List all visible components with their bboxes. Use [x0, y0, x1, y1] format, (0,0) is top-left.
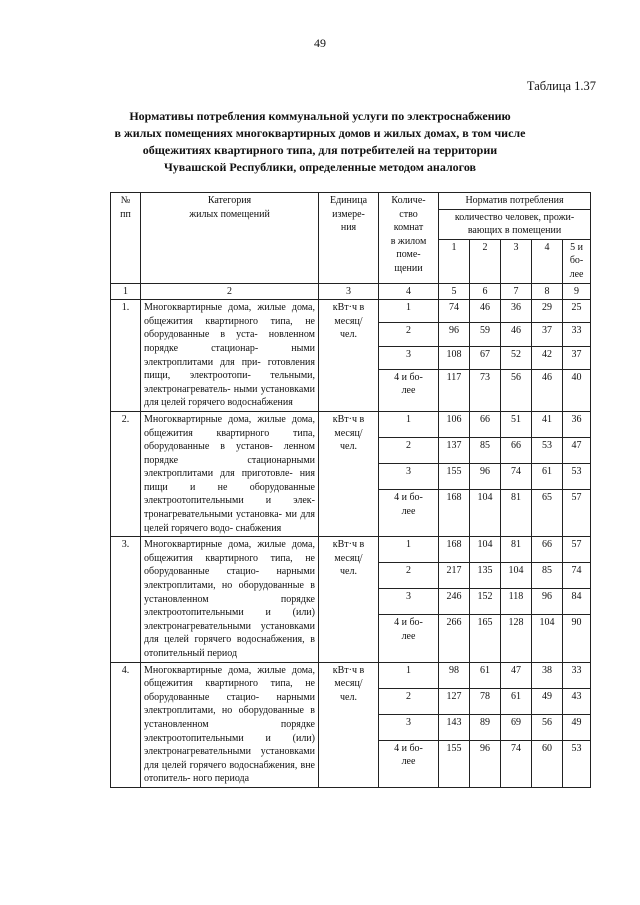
norm-value: 33	[563, 662, 591, 688]
header-line: вающих в помещении	[467, 225, 562, 237]
norm-value: 61	[532, 463, 563, 489]
norm-value: 266	[439, 615, 470, 662]
table-label: Таблица 1.37	[526, 79, 596, 93]
room-line: лее	[401, 505, 416, 517]
norm-value: 168	[439, 489, 470, 536]
room-line: лее	[401, 385, 416, 397]
room-count	[379, 615, 439, 662]
unit-line: месяц/	[334, 427, 363, 439]
norm-value: 46	[470, 300, 501, 323]
norm-value: 67	[470, 346, 501, 369]
page-number: 49	[314, 36, 326, 50]
title-line: Чувашской Республики, определенные методом аналогов	[163, 160, 477, 174]
header-category	[141, 193, 319, 284]
row-number: 2.	[111, 411, 141, 536]
row-unit	[319, 537, 379, 662]
table-row	[111, 411, 591, 437]
header-line: комнат	[393, 222, 424, 234]
header-persons-count: 3	[501, 239, 532, 283]
norm-value: 90	[563, 615, 591, 662]
room-line: 3	[406, 348, 411, 360]
norm-value: 56	[532, 714, 563, 740]
norm-value: 104	[470, 537, 501, 563]
norm-value: 135	[470, 563, 501, 589]
norm-value: 47	[501, 662, 532, 688]
unit-line: кВт·ч в	[332, 302, 365, 314]
header-line: поме-	[396, 249, 421, 261]
norm-value: 246	[439, 589, 470, 615]
header-persons	[439, 209, 591, 239]
header-line: ния	[340, 222, 357, 234]
column-number: 9	[563, 283, 591, 300]
norm-value: 25	[563, 300, 591, 323]
room-line: 2	[406, 439, 411, 451]
norm-value: 74	[501, 740, 532, 787]
norm-value: 96	[470, 463, 501, 489]
row-number: 1.	[111, 300, 141, 412]
norm-value: 104	[470, 489, 501, 536]
header-norm: Норматив потребления	[439, 193, 591, 210]
unit-line: кВт·ч в	[332, 664, 365, 676]
header-line: лее	[569, 268, 584, 280]
room-count	[379, 537, 439, 563]
norm-value: 96	[470, 740, 501, 787]
unit-line: чел.	[340, 329, 357, 341]
norm-value: 36	[563, 411, 591, 437]
unit-line: чел.	[340, 441, 357, 453]
unit-line: кВт·ч в	[332, 539, 365, 551]
norm-value: 66	[532, 537, 563, 563]
norm-value: 96	[439, 323, 470, 346]
norm-value: 42	[532, 346, 563, 369]
row-category: Многоквартирные дома, жилые дома, общежития квартирного типа, не оборудованные стацио- нарными электроплитами, но оборудованные в установленном порядке электроотопительными и (или) электронагревательными установками для целей горячего водоснабжения, вне отопитель- ного периода	[141, 662, 319, 787]
norm-value: 59	[470, 323, 501, 346]
header-row	[111, 193, 591, 210]
room-line: 2	[406, 325, 411, 337]
norm-value: 60	[532, 740, 563, 787]
norm-value: 41	[532, 411, 563, 437]
header-line: в жилом	[390, 235, 427, 247]
norm-value: 47	[563, 437, 591, 463]
row-category: Многоквартирные дома, жилые дома, общежития квартирного типа, не оборудованные стацио- нарными электроплитами, но оборудованные в установленном порядке электроотопительными и (или) электронагревательными установками для целей горячего водоснабжения, в отопительный период	[141, 537, 319, 662]
norm-value: 74	[563, 563, 591, 589]
room-line: 1	[406, 539, 411, 551]
norm-value: 74	[501, 463, 532, 489]
norm-value: 53	[563, 740, 591, 787]
room-count	[379, 714, 439, 740]
room-count	[379, 323, 439, 346]
unit-line: месяц/	[334, 315, 363, 327]
room-line: 4 и бо-	[394, 617, 423, 629]
norm-value: 74	[439, 300, 470, 323]
header-line: щении	[394, 262, 423, 274]
header-persons-count: 1	[439, 239, 470, 283]
norm-value: 143	[439, 714, 470, 740]
norm-value: 117	[439, 369, 470, 411]
norm-value: 137	[439, 437, 470, 463]
norm-value: 81	[501, 537, 532, 563]
header-unit	[319, 193, 379, 284]
column-number: 6	[470, 283, 501, 300]
room-line: 4 и бо-	[394, 742, 423, 754]
row-number: 4.	[111, 662, 141, 787]
row-unit	[319, 300, 379, 412]
room-count	[379, 589, 439, 615]
column-number: 2	[141, 283, 319, 300]
row-number: 3.	[111, 537, 141, 662]
header-line: измере-	[332, 208, 365, 220]
norm-value: 57	[563, 537, 591, 563]
room-count	[379, 563, 439, 589]
consumption-norms-table	[110, 192, 591, 788]
header-line: Категория	[207, 195, 252, 206]
norm-value: 66	[501, 437, 532, 463]
norm-value: 29	[532, 300, 563, 323]
norm-value: 49	[563, 714, 591, 740]
header-line: бо-	[569, 255, 584, 267]
norm-value: 36	[501, 300, 532, 323]
norm-value: 38	[532, 662, 563, 688]
room-line: 1	[406, 302, 411, 314]
column-number: 4	[379, 283, 439, 300]
room-count	[379, 740, 439, 787]
unit-line: кВт·ч в	[332, 413, 365, 425]
norm-value: 104	[501, 563, 532, 589]
column-numbers-row	[111, 283, 591, 300]
room-count	[379, 437, 439, 463]
norm-value: 78	[470, 688, 501, 714]
header-line: пп	[120, 208, 131, 220]
norm-value: 46	[501, 323, 532, 346]
room-count	[379, 369, 439, 411]
column-number: 7	[501, 283, 532, 300]
header-number	[111, 193, 141, 284]
room-line: 2	[406, 565, 411, 577]
norm-value: 49	[532, 688, 563, 714]
norm-value: 81	[501, 489, 532, 536]
header-line: количество человек, прожи-	[454, 211, 575, 223]
header-persons-count: 4	[532, 239, 563, 283]
header-line: жилых помещений	[189, 208, 270, 220]
norm-value: 98	[439, 662, 470, 688]
norm-value: 33	[563, 323, 591, 346]
room-count	[379, 300, 439, 323]
column-number: 1	[111, 283, 141, 300]
header-line: №	[120, 195, 131, 206]
norm-value: 37	[532, 323, 563, 346]
unit-line: чел.	[340, 566, 357, 578]
norm-value: 40	[563, 369, 591, 411]
norm-value: 168	[439, 537, 470, 563]
norm-value: 165	[470, 615, 501, 662]
header-persons-count	[563, 239, 591, 283]
room-line: 4 и бо-	[394, 371, 423, 383]
room-line: лее	[401, 756, 416, 768]
norm-value: 65	[532, 489, 563, 536]
norm-value: 37	[563, 346, 591, 369]
norm-value: 96	[532, 589, 563, 615]
header-line: ство	[399, 208, 418, 220]
norm-value: 61	[501, 688, 532, 714]
norm-value: 89	[470, 714, 501, 740]
norm-value: 56	[501, 369, 532, 411]
header-line: Количе-	[391, 195, 426, 206]
row-category: Многоквартирные дома, жилые дома, общежития квартирного типа, оборудованные в установ- ленном порядке стационарными электроплитами для приготовле- ния пищи и не оборудованные электроотопительными и элек- тронагревательными установка- ми для целей горячего водо- снабжения	[141, 411, 319, 536]
norm-value: 104	[532, 615, 563, 662]
document-title	[0, 108, 640, 176]
room-line: 4 и бо-	[394, 491, 423, 503]
row-unit	[319, 662, 379, 787]
norm-value: 155	[439, 740, 470, 787]
norm-value: 106	[439, 411, 470, 437]
room-line: 2	[406, 690, 411, 702]
norm-value: 128	[501, 615, 532, 662]
norm-value: 46	[532, 369, 563, 411]
norm-value: 51	[501, 411, 532, 437]
norm-value: 118	[501, 589, 532, 615]
column-number: 3	[319, 283, 379, 300]
header-line: Единица	[329, 195, 368, 206]
header-rooms	[379, 193, 439, 284]
table-row	[111, 662, 591, 688]
room-line: 1	[406, 413, 411, 425]
unit-line: месяц/	[334, 552, 363, 564]
room-count	[379, 463, 439, 489]
norm-value: 52	[501, 346, 532, 369]
norm-value: 84	[563, 589, 591, 615]
room-count	[379, 662, 439, 688]
norm-value: 155	[439, 463, 470, 489]
room-line: 1	[406, 664, 411, 676]
norm-value: 73	[470, 369, 501, 411]
unit-line: чел.	[340, 691, 357, 703]
table-row	[111, 300, 591, 323]
room-line: 3	[406, 591, 411, 603]
room-count	[379, 489, 439, 536]
norm-value: 57	[563, 489, 591, 536]
column-number: 5	[439, 283, 470, 300]
room-count	[379, 346, 439, 369]
room-count	[379, 688, 439, 714]
norm-value: 61	[470, 662, 501, 688]
norm-value: 127	[439, 688, 470, 714]
row-unit	[319, 411, 379, 536]
title-line: Нормативы потребления коммунальной услуги по электроснабжению	[129, 109, 511, 123]
column-number: 8	[532, 283, 563, 300]
norm-value: 85	[470, 437, 501, 463]
room-line: лее	[401, 630, 416, 642]
norm-value: 108	[439, 346, 470, 369]
norm-value: 217	[439, 563, 470, 589]
norm-value: 152	[470, 589, 501, 615]
room-line: 3	[406, 465, 411, 477]
unit-line: месяц/	[334, 678, 363, 690]
table-row	[111, 537, 591, 563]
norm-value: 69	[501, 714, 532, 740]
title-line: общежитиях квартирного типа, для потребителей на территории	[142, 143, 498, 157]
norm-value: 53	[532, 437, 563, 463]
norm-value: 66	[470, 411, 501, 437]
norm-value: 43	[563, 688, 591, 714]
header-persons-count: 2	[470, 239, 501, 283]
header-line: 5 и	[570, 241, 583, 253]
norm-value: 53	[563, 463, 591, 489]
title-line: в жилых помещениях многоквартирных домов и жилых домах, в том числе	[114, 126, 526, 140]
room-count	[379, 411, 439, 437]
room-line: 3	[406, 716, 411, 728]
row-category: Многоквартирные дома, жилые дома, общежития квартирного типа, не оборудованные в уста- новленном порядке стационар- ными электроплитами для при- готовления пищи, электроотопи- тельными, электронагреватель- ными установками для целей горячего водоснабжения	[141, 300, 319, 412]
norm-value: 85	[532, 563, 563, 589]
